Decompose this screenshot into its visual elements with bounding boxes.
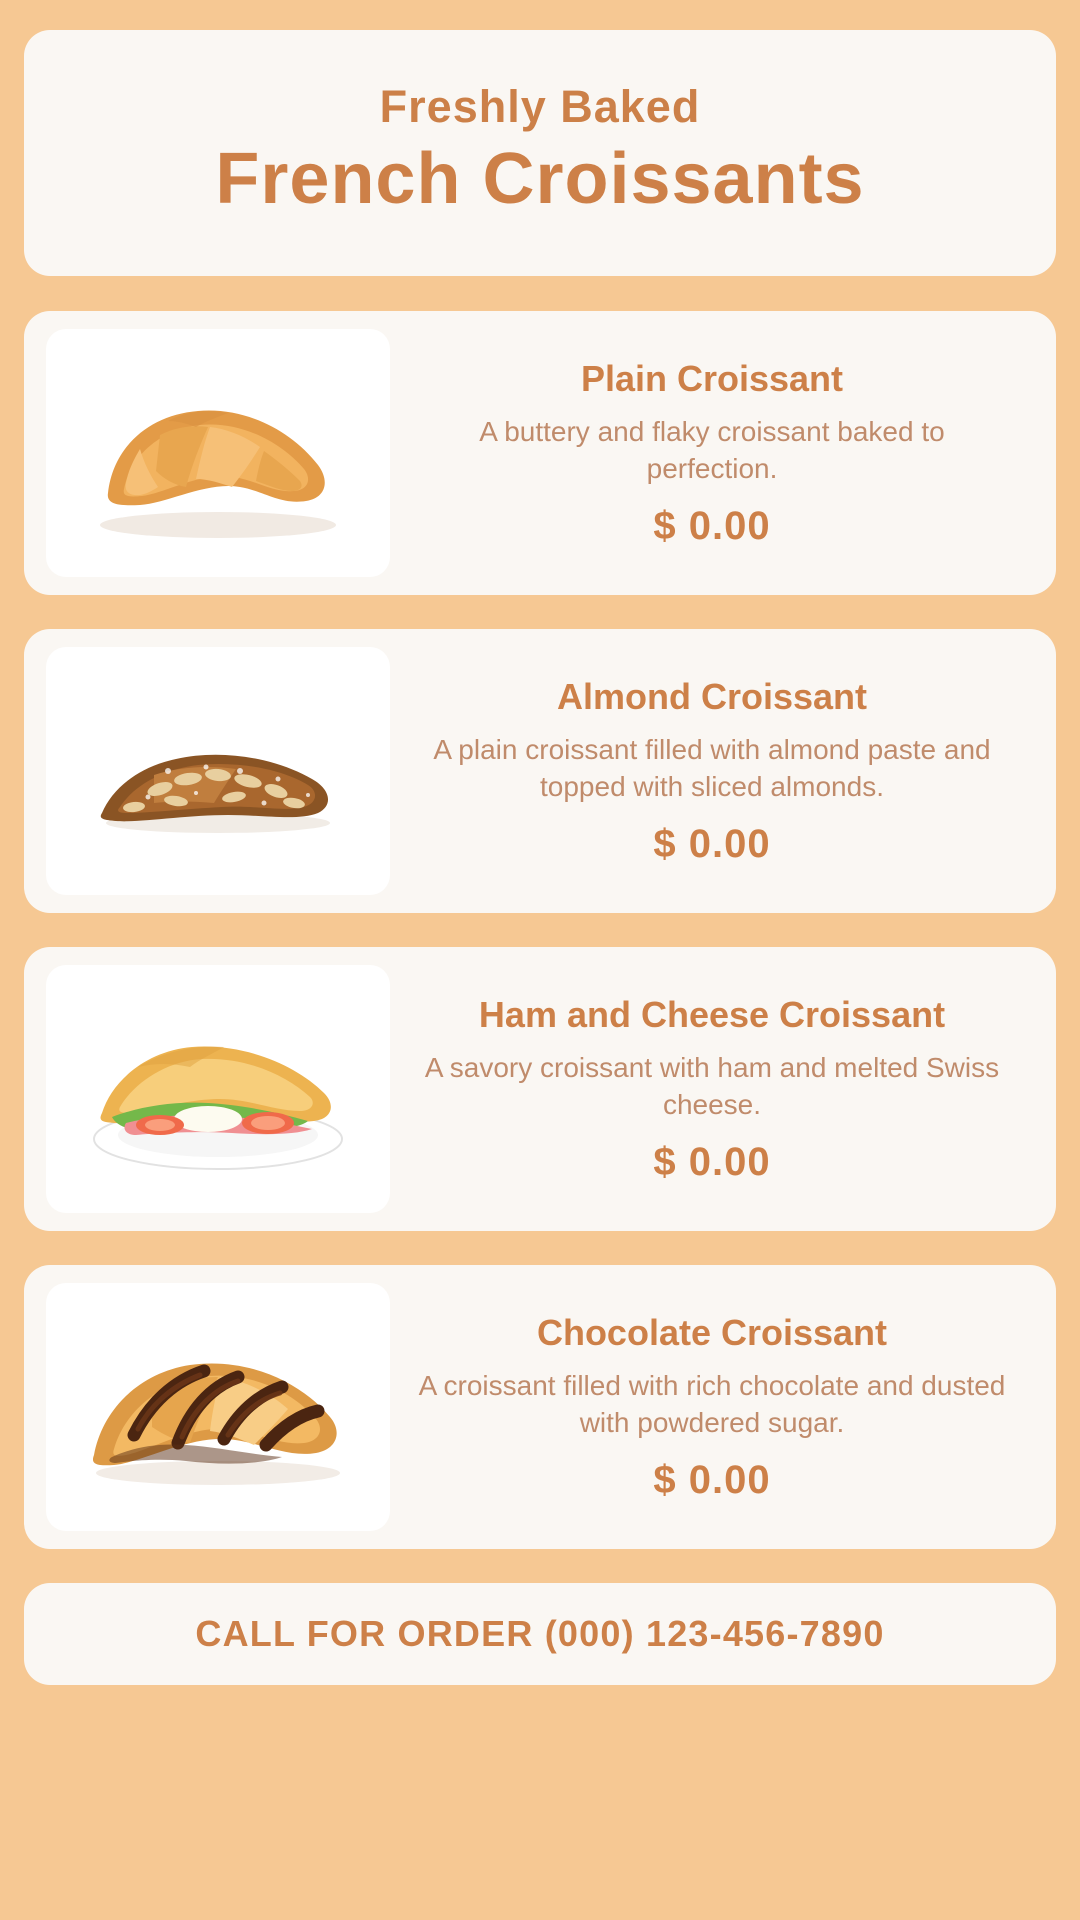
menu-item-price: $ 0.00 (653, 1140, 771, 1185)
menu-item-body (390, 675, 1034, 867)
call-for-order-text: CALL FOR ORDER (000) 123-456-7890 (195, 1613, 885, 1655)
menu-item-price: $ 0.00 (653, 504, 771, 549)
page-title: French Croissants (215, 138, 865, 219)
ham-and-cheese-croissant-photo (46, 965, 390, 1213)
menu-item (24, 947, 1056, 1231)
menu-item-body (390, 357, 1034, 549)
menu-item (24, 1265, 1056, 1549)
menu-item-description: A savory croissant with ham and melted Swiss cheese. (424, 1052, 1000, 1121)
menu-item-name: Chocolate Croissant (536, 1312, 888, 1354)
plain-croissant-photo (46, 329, 390, 577)
menu-item-price: $ 0.00 (653, 1458, 771, 1503)
menu-item-description: A buttery and flaky croissant baked to perfection. (479, 416, 945, 485)
menu-item (24, 311, 1056, 595)
menu-item (24, 629, 1056, 913)
menu-item-description: A croissant filled with rich chocolate and dusted with powdered sugar. (418, 1370, 1006, 1439)
menu-item-body (390, 993, 1034, 1185)
menu-item-name: Plain Croissant (580, 358, 844, 400)
chocolate-croissant-photo (46, 1283, 390, 1531)
menu-item-name: Almond Croissant (556, 676, 868, 718)
header-eyebrow: Freshly Baked (379, 81, 701, 132)
menu-header (24, 30, 1056, 276)
menu-item-name: Ham and Cheese Croissant (478, 994, 946, 1036)
menu-item-body (390, 1311, 1034, 1503)
almond-croissant-photo (46, 647, 390, 895)
menu-footer (24, 1583, 1056, 1685)
menu-item-price: $ 0.00 (653, 822, 771, 867)
menu-item-description: A plain croissant filled with almond paste and topped with sliced almonds. (433, 734, 991, 803)
